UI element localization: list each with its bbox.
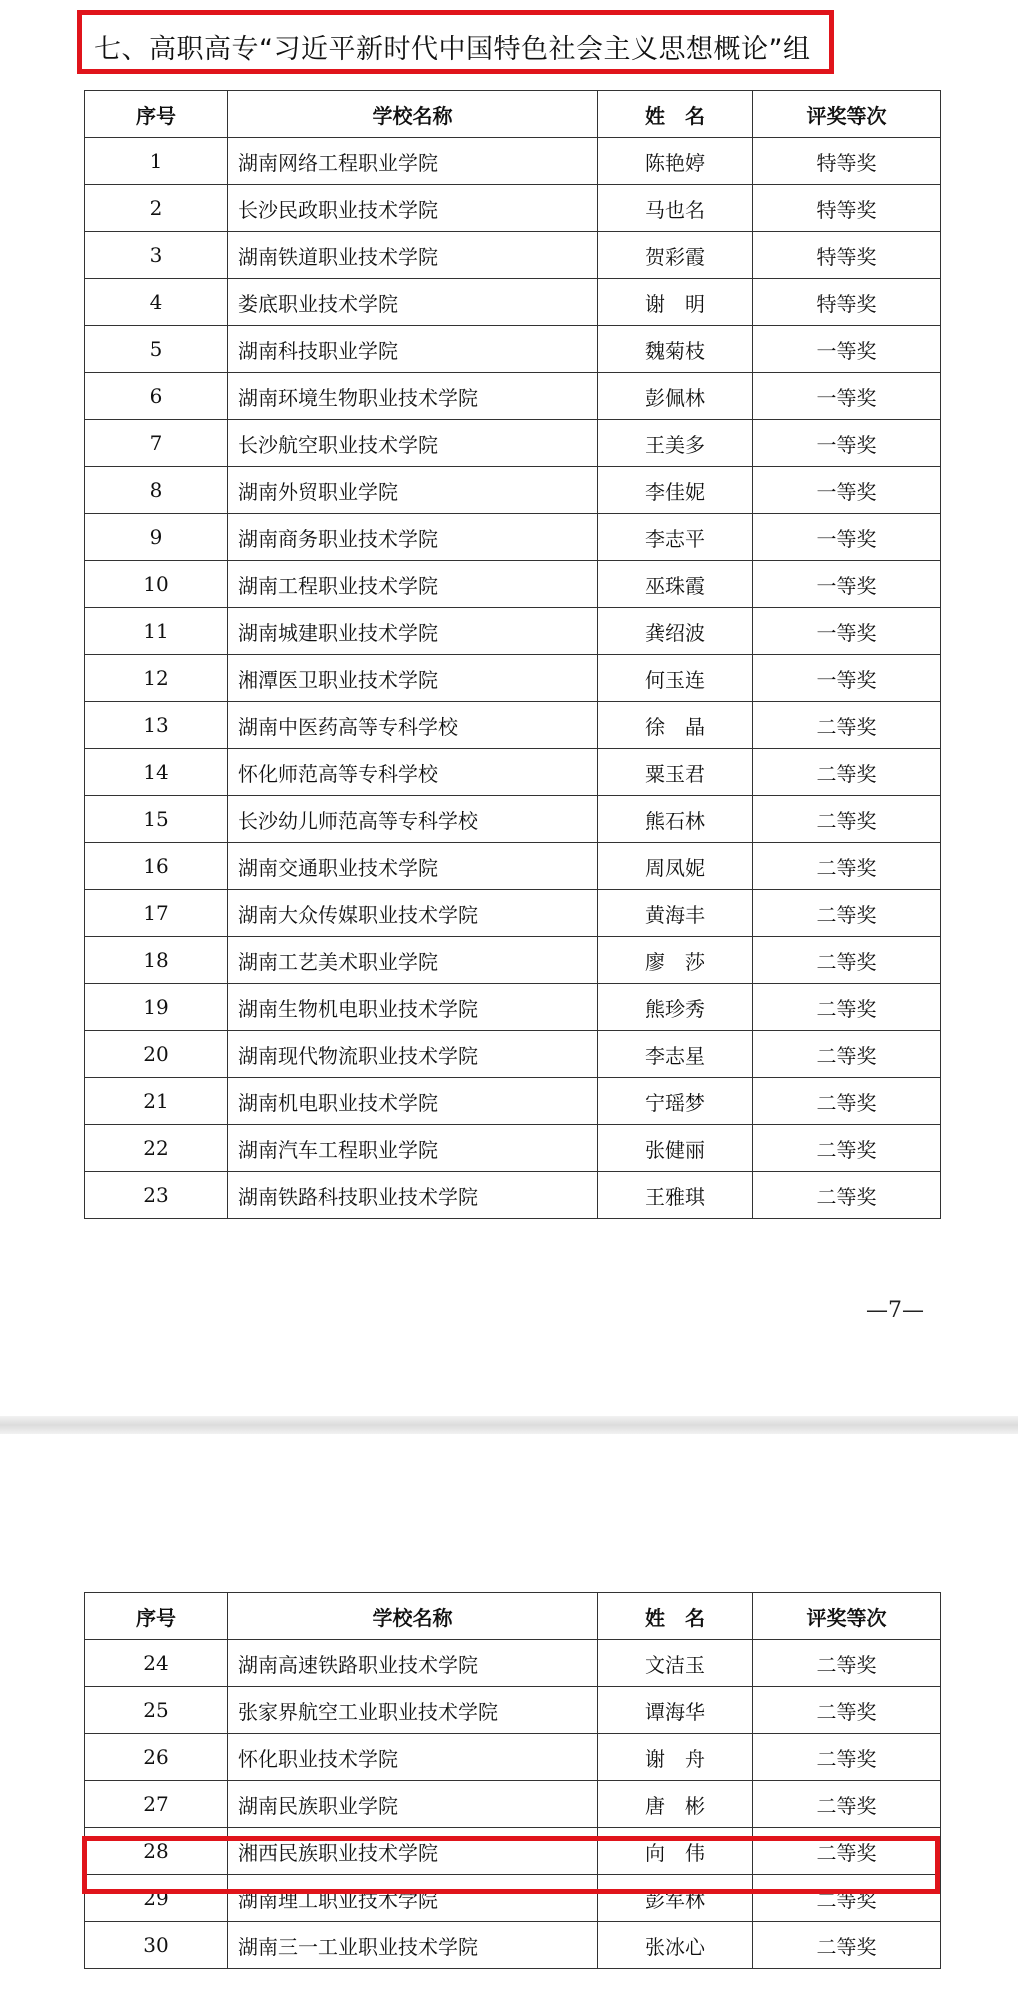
- cell-no: 16: [85, 843, 228, 890]
- cell-school: 湖南网络工程职业学院: [228, 138, 598, 185]
- cell-award: 一等奖: [753, 514, 941, 561]
- table-row: [85, 984, 941, 1031]
- cell-award: 二等奖: [753, 749, 941, 796]
- page-separator: [0, 1416, 1018, 1434]
- table-row: [85, 279, 941, 326]
- page-number: —7—: [866, 1298, 924, 1323]
- cell-award: 一等奖: [753, 467, 941, 514]
- column-header-no: 序号: [85, 1593, 228, 1640]
- column-header-name: 姓 名: [598, 91, 753, 138]
- table-row: [85, 702, 941, 749]
- cell-no: 14: [85, 749, 228, 796]
- cell-award: 二等奖: [753, 1125, 941, 1172]
- cell-school: 湖南外贸职业学院: [228, 467, 598, 514]
- cell-school: 怀化职业技术学院: [228, 1734, 598, 1781]
- table-row: [85, 373, 941, 420]
- cell-award: 二等奖: [753, 1687, 941, 1734]
- table-row: [85, 138, 941, 185]
- cell-school: 湘潭医卫职业技术学院: [228, 655, 598, 702]
- cell-award: 二等奖: [753, 1172, 941, 1219]
- table-row: [85, 1828, 941, 1875]
- cell-school: 湖南生物机电职业技术学院: [228, 984, 598, 1031]
- award-table-page-7: [84, 90, 941, 1219]
- table-row: [85, 1781, 941, 1828]
- cell-name: 王美多: [598, 420, 753, 467]
- cell-award: 一等奖: [753, 608, 941, 655]
- cell-award: 二等奖: [753, 1875, 941, 1922]
- table-row: [85, 420, 941, 467]
- cell-school: 湖南大众传媒职业技术学院: [228, 890, 598, 937]
- cell-school: 湖南交通职业技术学院: [228, 843, 598, 890]
- cell-no: 19: [85, 984, 228, 1031]
- cell-award: 特等奖: [753, 279, 941, 326]
- table-row: [85, 1922, 941, 1969]
- cell-name: 宁瑶梦: [598, 1078, 753, 1125]
- cell-award: 一等奖: [753, 326, 941, 373]
- table-row: [85, 1125, 941, 1172]
- cell-school: 湖南中医药高等专科学校: [228, 702, 598, 749]
- cell-name: 黄海丰: [598, 890, 753, 937]
- cell-school: 怀化师范高等专科学校: [228, 749, 598, 796]
- cell-no: 22: [85, 1125, 228, 1172]
- cell-school: 湘西民族职业技术学院: [228, 1828, 598, 1875]
- cell-name: 熊石林: [598, 796, 753, 843]
- cell-name: 何玉连: [598, 655, 753, 702]
- cell-no: 13: [85, 702, 228, 749]
- cell-name: 文洁玉: [598, 1640, 753, 1687]
- cell-school: 张家界航空工业职业技术学院: [228, 1687, 598, 1734]
- cell-award: 特等奖: [753, 185, 941, 232]
- cell-school: 湖南现代物流职业技术学院: [228, 1031, 598, 1078]
- cell-name: 廖 莎: [598, 937, 753, 984]
- column-header-name: 姓 名: [598, 1593, 753, 1640]
- cell-award: 一等奖: [753, 373, 941, 420]
- cell-school: 湖南铁路科技职业技术学院: [228, 1172, 598, 1219]
- cell-name: 马也名: [598, 185, 753, 232]
- cell-name: 谭海华: [598, 1687, 753, 1734]
- cell-name: 熊珍秀: [598, 984, 753, 1031]
- table-row: [85, 561, 941, 608]
- cell-no: 25: [85, 1687, 228, 1734]
- cell-no: 6: [85, 373, 228, 420]
- cell-name: 巫珠霞: [598, 561, 753, 608]
- cell-award: 特等奖: [753, 138, 941, 185]
- table-row: [85, 843, 941, 890]
- cell-name: 魏菊枝: [598, 326, 753, 373]
- cell-no: 2: [85, 185, 228, 232]
- cell-no: 26: [85, 1734, 228, 1781]
- cell-award: 二等奖: [753, 702, 941, 749]
- cell-no: 10: [85, 561, 228, 608]
- cell-name: 彭佩林: [598, 373, 753, 420]
- table-row: [85, 655, 941, 702]
- table-row: [85, 608, 941, 655]
- cell-school: 长沙航空职业技术学院: [228, 420, 598, 467]
- table-row: [85, 1640, 941, 1687]
- cell-no: 11: [85, 608, 228, 655]
- cell-name: 李志平: [598, 514, 753, 561]
- cell-school: 长沙民政职业技术学院: [228, 185, 598, 232]
- cell-name: 向 伟: [598, 1828, 753, 1875]
- column-header-school: 学校名称: [228, 91, 598, 138]
- cell-award: 特等奖: [753, 232, 941, 279]
- cell-school: 湖南民族职业学院: [228, 1781, 598, 1828]
- cell-no: 12: [85, 655, 228, 702]
- cell-no: 3: [85, 232, 228, 279]
- cell-name: 谢 明: [598, 279, 753, 326]
- cell-name: 周凤妮: [598, 843, 753, 890]
- table-row: [85, 1172, 941, 1219]
- table-row: [85, 937, 941, 984]
- table-header-row: [85, 91, 941, 138]
- cell-name: 张冰心: [598, 1922, 753, 1969]
- table-row: [85, 326, 941, 373]
- cell-award: 二等奖: [753, 890, 941, 937]
- table-row: [85, 1078, 941, 1125]
- cell-school: 湖南三一工业职业技术学院: [228, 1922, 598, 1969]
- cell-award: 二等奖: [753, 796, 941, 843]
- table-row: [85, 1734, 941, 1781]
- cell-no: 4: [85, 279, 228, 326]
- cell-school: 湖南机电职业技术学院: [228, 1078, 598, 1125]
- cell-award: 二等奖: [753, 1031, 941, 1078]
- cell-no: 5: [85, 326, 228, 373]
- cell-name: 张健丽: [598, 1125, 753, 1172]
- cell-name: 陈艳婷: [598, 138, 753, 185]
- cell-award: 二等奖: [753, 1781, 941, 1828]
- cell-award: 二等奖: [753, 1078, 941, 1125]
- cell-name: 彭军林: [598, 1875, 753, 1922]
- column-header-award: 评奖等次: [753, 1593, 941, 1640]
- table-row: [85, 514, 941, 561]
- cell-name: 谢 舟: [598, 1734, 753, 1781]
- cell-no: 17: [85, 890, 228, 937]
- cell-award: 二等奖: [753, 937, 941, 984]
- column-header-school: 学校名称: [228, 1593, 598, 1640]
- table-row: [85, 467, 941, 514]
- cell-school: 湖南汽车工程职业学院: [228, 1125, 598, 1172]
- cell-no: 21: [85, 1078, 228, 1125]
- table-row: [85, 796, 941, 843]
- cell-no: 24: [85, 1640, 228, 1687]
- cell-no: 20: [85, 1031, 228, 1078]
- cell-award: 二等奖: [753, 1640, 941, 1687]
- cell-no: 1: [85, 138, 228, 185]
- table-row: [85, 1687, 941, 1734]
- table-row: [85, 232, 941, 279]
- cell-name: 唐 彬: [598, 1781, 753, 1828]
- cell-award: 二等奖: [753, 843, 941, 890]
- table-row: [85, 1031, 941, 1078]
- cell-school: 湖南工艺美术职业学院: [228, 937, 598, 984]
- cell-school: 湖南环境生物职业技术学院: [228, 373, 598, 420]
- table-row: [85, 1875, 941, 1922]
- cell-award: 一等奖: [753, 561, 941, 608]
- cell-no: 23: [85, 1172, 228, 1219]
- table-body: [85, 138, 941, 1219]
- cell-award: 二等奖: [753, 1922, 941, 1969]
- cell-name: 徐 晶: [598, 702, 753, 749]
- cell-school: 湖南高速铁路职业技术学院: [228, 1640, 598, 1687]
- cell-school: 湖南工程职业技术学院: [228, 561, 598, 608]
- column-header-award: 评奖等次: [753, 91, 941, 138]
- cell-award: 二等奖: [753, 1734, 941, 1781]
- cell-name: 贺彩霞: [598, 232, 753, 279]
- cell-name: 王雅琪: [598, 1172, 753, 1219]
- cell-name: 李志星: [598, 1031, 753, 1078]
- cell-no: 28: [85, 1828, 228, 1875]
- cell-award: 二等奖: [753, 984, 941, 1031]
- column-header-no: 序号: [85, 91, 228, 138]
- cell-school: 湖南铁道职业技术学院: [228, 232, 598, 279]
- cell-school: 湖南商务职业技术学院: [228, 514, 598, 561]
- cell-no: 9: [85, 514, 228, 561]
- table-row: [85, 749, 941, 796]
- cell-no: 15: [85, 796, 228, 843]
- cell-award: 二等奖: [753, 1828, 941, 1875]
- cell-school: 湖南理工职业技术学院: [228, 1875, 598, 1922]
- cell-no: 7: [85, 420, 228, 467]
- cell-school: 湖南科技职业学院: [228, 326, 598, 373]
- cell-award: 一等奖: [753, 420, 941, 467]
- table-row: [85, 890, 941, 937]
- table-body: [85, 1640, 941, 1969]
- cell-no: 30: [85, 1922, 228, 1969]
- cell-school: 长沙幼儿师范高等专科学校: [228, 796, 598, 843]
- cell-award: 一等奖: [753, 655, 941, 702]
- cell-school: 娄底职业技术学院: [228, 279, 598, 326]
- table-header-row: [85, 1593, 941, 1640]
- cell-no: 18: [85, 937, 228, 984]
- cell-no: 29: [85, 1875, 228, 1922]
- table-row: [85, 185, 941, 232]
- cell-name: 龚绍波: [598, 608, 753, 655]
- section-title: 七、高职高专“习近平新时代中国特色社会主义思想概论”组: [94, 34, 811, 65]
- award-table-page-8: [84, 1592, 941, 1969]
- cell-name: 粟玉君: [598, 749, 753, 796]
- cell-name: 李佳妮: [598, 467, 753, 514]
- cell-no: 8: [85, 467, 228, 514]
- cell-no: 27: [85, 1781, 228, 1828]
- cell-school: 湖南城建职业技术学院: [228, 608, 598, 655]
